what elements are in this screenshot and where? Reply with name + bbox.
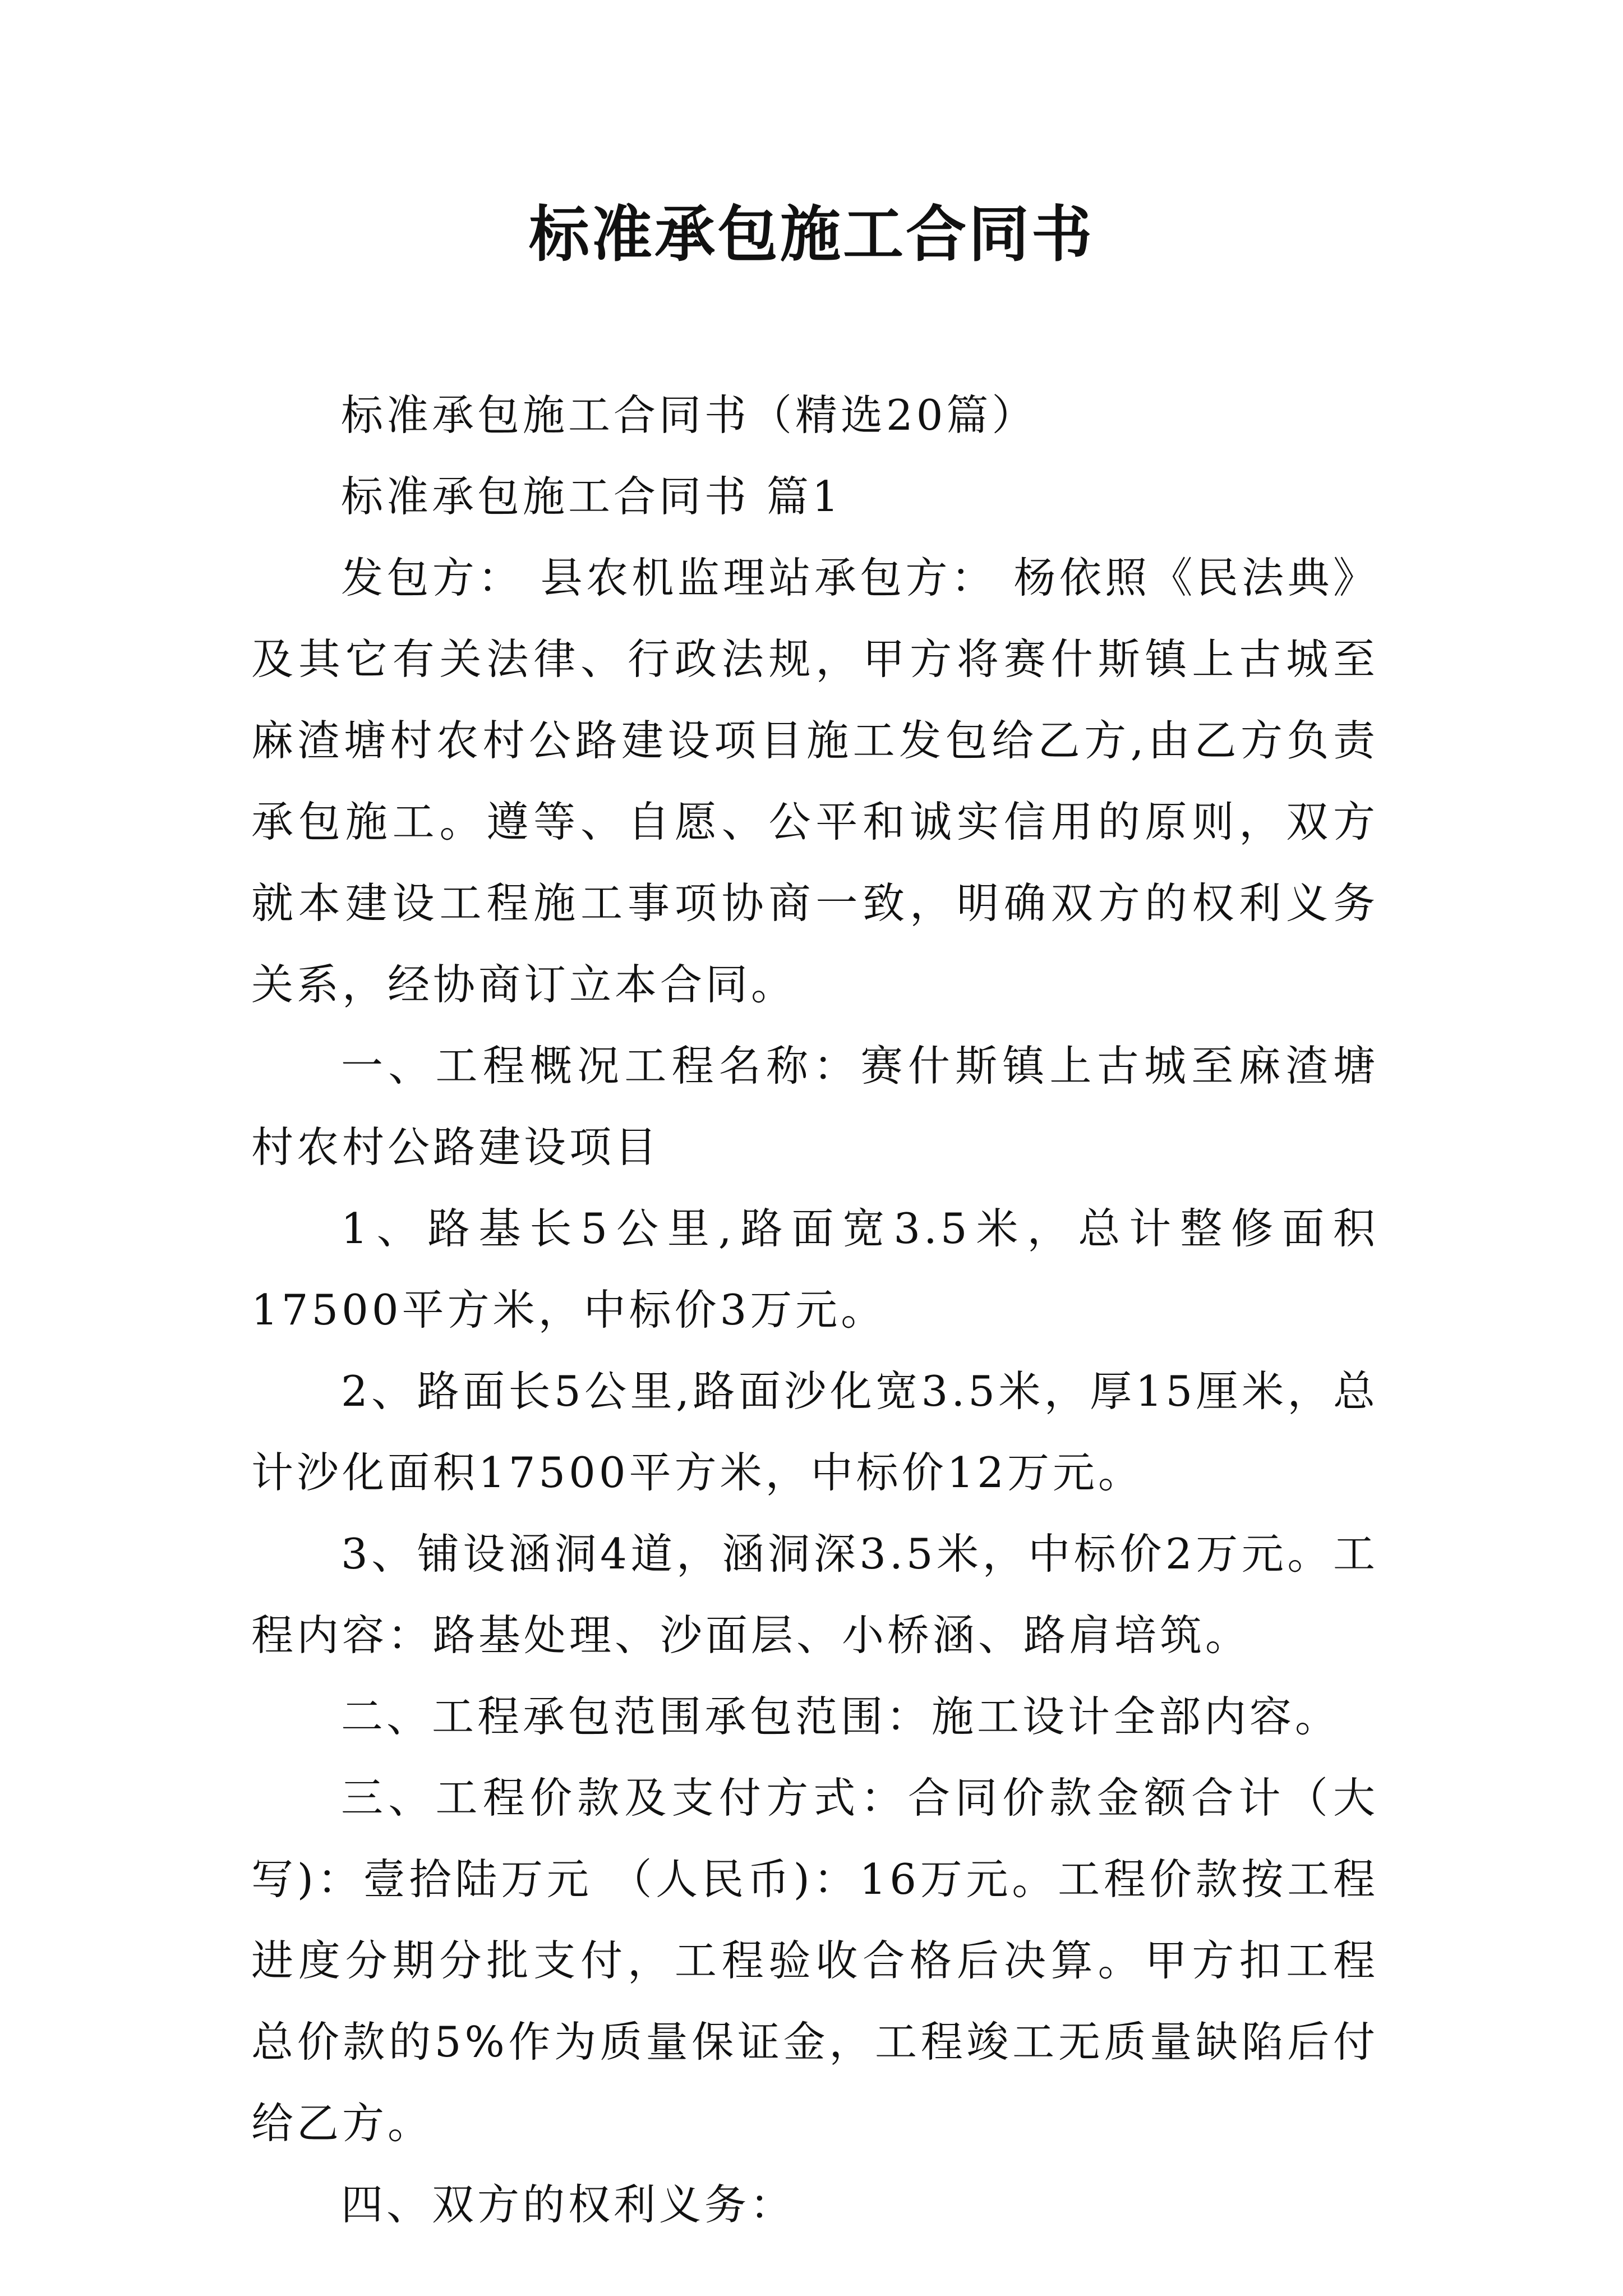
- paragraph-item-2: 2、路面长5公里,路面沙化宽3.5米，厚15厘米，总计沙化面积17500平方米，中标价12万元。: [251, 1366, 1378, 1497]
- document-body: [251, 375, 1378, 2246]
- paragraph-item-3: 3、铺设涵洞4道，涵洞深3.5米，中标价2万元。工程内容：路基处理、沙面层、小桥涵、路肩培筑。: [251, 1529, 1378, 1660]
- paragraph-project-overview: 一、工程概况工程名称：赛什斯镇上古城至麻渣塘村农村公路建设项目: [251, 1041, 1378, 1172]
- paragraph-rights-obligations: 四、双方的权利义务：: [341, 2180, 796, 2229]
- paragraph-parties: 发包方： 县农机监理站承包方： 杨依照《民法典》及其它有关法律、行政法规，甲方将赛什斯镇上古城至麻渣塘村农村公路建设项目施工发包给乙方,由乙方负责承包施工。遵等、自愿、公平和诚实信用的原则，双方就本建设工程施工事项协商一致，明确双方的权利义务关系，经协商订立本合同。: [251, 553, 1378, 1009]
- paragraph-collection-heading: 标准承包施工合同书（精选20篇）: [341, 390, 1038, 440]
- paragraph-scope: 二、工程承包范围承包范围：施工设计全部内容。: [341, 1692, 1341, 1741]
- document-title: 标准承包施工合同书: [528, 199, 1094, 270]
- paragraph-payment: 三、工程价款及支付方式：合同价款金额合计（大写)：壹拾陆万元 （人民币)：16万元。工程价款按工程进度分期分批支付，工程验收合格后决算。甲方扣工程总价款的5%作为质量保证金，工程竣工无质量缺陷后付给乙方。: [251, 1773, 1378, 2148]
- paragraph-item-1: 1、路基长5公里,路面宽3.5米，总计整修面积17500平方米，中标价3万元。: [251, 1204, 1378, 1335]
- paragraph-section-heading: 标准承包施工合同书 篇1: [341, 472, 842, 521]
